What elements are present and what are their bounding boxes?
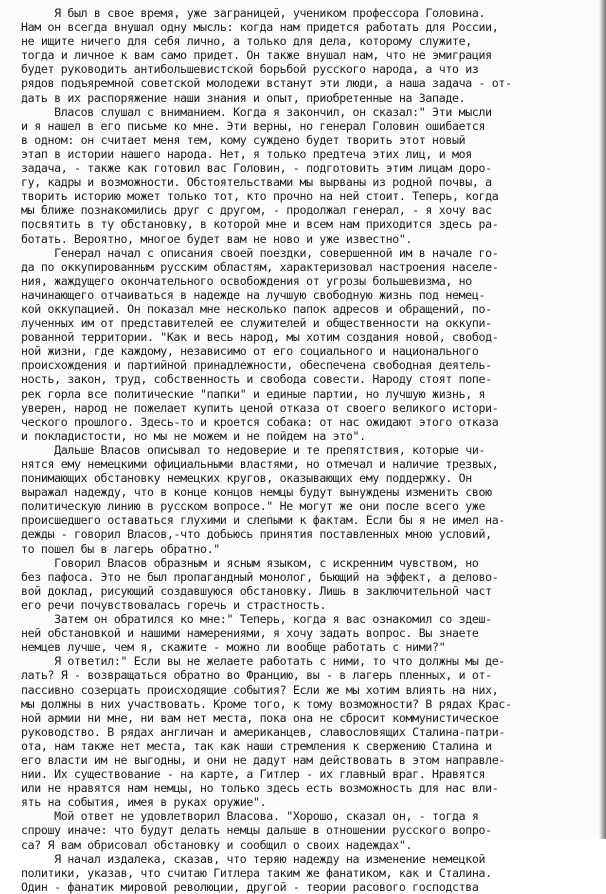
text-line: ботать. Вероятно, многое будет вам не ново и уже известно". <box>21 231 413 246</box>
text-line: гу, кадры и возможности. Обстоятельствами мы вырваны из родной почвы, а <box>21 175 492 190</box>
text-line: Затем он обратился ко мне:" Теперь, когда я вас ознакомил со здеш- <box>21 612 492 627</box>
text-line: посвятить в ту обстановку, в которой мне и всем нам приходится здесь ра- <box>21 217 499 232</box>
text-line: Генерал начал с описания своей поездки, совершенной им в начале го- <box>21 245 499 260</box>
text-line: лученных им от представителей ее служителей и общественности на оккупи- <box>21 316 492 331</box>
text-line: и я нашел в его письме ко мне. Эти верны, но генерал Головин ошибается <box>21 118 486 133</box>
text-line: рованной территории. "Как и весь народ, мы хотим создания новой, свобод- <box>21 330 499 345</box>
text-line: Говорил Власов образным и ясным языком, с искренним чувством, но <box>21 555 479 570</box>
text-line: в одном: он считает меня тем, кому суждено будет творить этот новый <box>21 132 466 147</box>
text-line: ота, нам также нет места, так как наши стремления к свержению Сталина и <box>21 738 492 753</box>
text-line: происхождения и партийной принадлежности, обеспечена свободная деятель- <box>21 358 492 373</box>
text-line: ней обстановкой и нашими намерениями, я хочу задать вопрос. Вы знаете <box>21 626 479 641</box>
text-line: нии. Их существование - на карте, а Гитлер - их главный враг. Нравятся <box>21 767 486 782</box>
text-line: его речи почувствовалась горечь и страстность. <box>21 597 326 612</box>
text-line: начинающего отчаиваться в надежде на лучшую свободную жизнь под немец- <box>21 287 486 302</box>
text-line: тогда и личное к вам само придет. Он также внушал нам, что не эмиграция <box>21 48 492 63</box>
text-line: Я начал издалека, сказав, что теряю надежду на изменение немецкой <box>21 851 486 866</box>
text-line: Нам он всегда внушал одну мысль: когда нам придется работать для России, <box>21 20 499 35</box>
text-line: ной армии ни мне, ни вам нет места, пока она не сбросит коммунистическое <box>21 710 499 725</box>
text-line: пассивно созерцать происходящие события? Если же мы хотим влиять на них, <box>21 682 499 697</box>
text-line: без пафоса. Это не был пропагандный монолог, бьющий на эффект, а делово- <box>21 569 499 584</box>
text-line: ния, жаждущего окончательного освобождения от угрозы большевизма, но <box>21 273 472 288</box>
text-line: ять на события, имея в руках оружие". <box>21 795 267 810</box>
typescript-text <box>21 6 591 894</box>
page-edge-shadow <box>599 0 606 839</box>
text-line: да по оккупированным русским областям, характеризовал настроения населе- <box>21 259 499 274</box>
text-line: Один - фанатик мировой революции, другой - теории расового господства <box>21 879 479 894</box>
text-line: спрошу иначе: что будут делать немцы дальше в отношении русского вопро- <box>21 823 492 838</box>
text-line: Власов слушал с вниманием. Когда я закончил, он сказал:" Эти мысли <box>21 104 492 119</box>
text-line: дежды - говорил Власов,-что добьюсь принятия поставленных мною условий, <box>21 527 492 542</box>
text-line: кой оккупацией. Он показал мне несколько папок адресов и обращений, по- <box>21 301 492 316</box>
text-line: будет руководить антибольшевистской борьбой русского народа, а что из <box>21 62 479 77</box>
text-line: нятся ему немецкими официальными властями, но отмечал и наличие трезвых, <box>21 457 499 471</box>
text-line: ческого прошлого. Здесь-то и кроется собака: от нас ожидают этого отказа <box>21 414 499 429</box>
text-line: этап в истории нашего народа. Нет, я только предтеча этих лиц, и моя <box>21 146 472 161</box>
text-line: Дальше Власов описывал то недоверие и те препятствия, которые чи- <box>21 442 486 457</box>
text-line: вой доклад, рисующий создавшуюся обстановку. Лишь в заключительной част <box>21 583 492 598</box>
text-line: рядов подъяремной советской молодежи встанут эти люди, а наша задача - от- <box>21 76 512 91</box>
text-line: политики, указав, что считаю Гитлера таким же фанатиком, как и Сталина. <box>21 865 492 880</box>
text-line: происшедшего оставаться глухими и слепыми к фактам. Если бы я не имел на- <box>21 513 505 528</box>
text-line: творить историю может только тот, кто прочно на ней стоит. Теперь, когда <box>21 189 499 204</box>
text-line: дать в их распоряжение наши знания и опыт, приобретенные на Западе. <box>21 90 466 105</box>
text-line: и покладистости, но мы не можем и не пойдем на это". <box>21 428 366 443</box>
text-line: то пошел бы в лагерь обратно." <box>21 541 220 556</box>
text-line: Я ответил:" Если вы не желаете работать с ними, то что должны мы де- <box>21 654 505 669</box>
text-line: рек горла все политические "папки" и единые партии, но лучшую жизнь, я <box>21 386 486 401</box>
text-line: понимающих обстановку немецких кругов, оказывающих ему поддержку. Он <box>21 471 472 486</box>
text-line: ность, закон, труд, собственность и свобода совести. Народу стоят попе- <box>21 372 492 387</box>
text-line: политическую линию в русском вопросе." Не могут же они после всего уже <box>21 499 486 514</box>
text-line: уверен, народ не пожелает купить ценой отказа от своего великого истори- <box>21 400 499 415</box>
text-line: выражал надежду, что в конце концов немцы будут вынуждены изменить свою <box>21 485 492 500</box>
text-line: руководство. В рядах англичан и американцев, славословящих Сталина-патри- <box>21 724 505 739</box>
text-line: ной жизни, где каждому, независимо от его социального и национального <box>21 344 479 359</box>
text-line: мы ближе познакомились друг с другом, - продолжал генерал, - я хочу вас <box>21 203 492 218</box>
text-line: Я был в свое время, уже заграницей, учеником профессора Головина. <box>21 6 486 20</box>
text-line: немцев лучше, чем я, скажите - можно ли вообще работать с ними?" <box>21 640 446 655</box>
text-line: не ищите ничего для себя лично, а только для дела, которому служите, <box>21 34 472 49</box>
text-line: Мой ответ не удовлетворил Власова. "Хорошо, сказал он, - тогда я <box>21 809 479 824</box>
text-line: задача, - также как готовил вас Головин, - подготовить этим лицам доро- <box>21 161 492 176</box>
text-line: лать? Я - возвращаться обратно во Францию, вы - в лагерь пленных, и от- <box>21 668 492 683</box>
text-line: его власти им не выгодны, и они не дадут нам действовать в этом направле- <box>21 752 505 767</box>
text-line: или не нравятся нам немцы, но только здесь есть возможность для нас вли- <box>21 781 499 796</box>
text-line: са? Я вам обрисовал обстановку и сообщил о своих надеждах". <box>21 837 413 852</box>
text-line: мы должны в них участвовать. Кроме того, к тому возможности? В рядах Крас- <box>21 696 512 711</box>
